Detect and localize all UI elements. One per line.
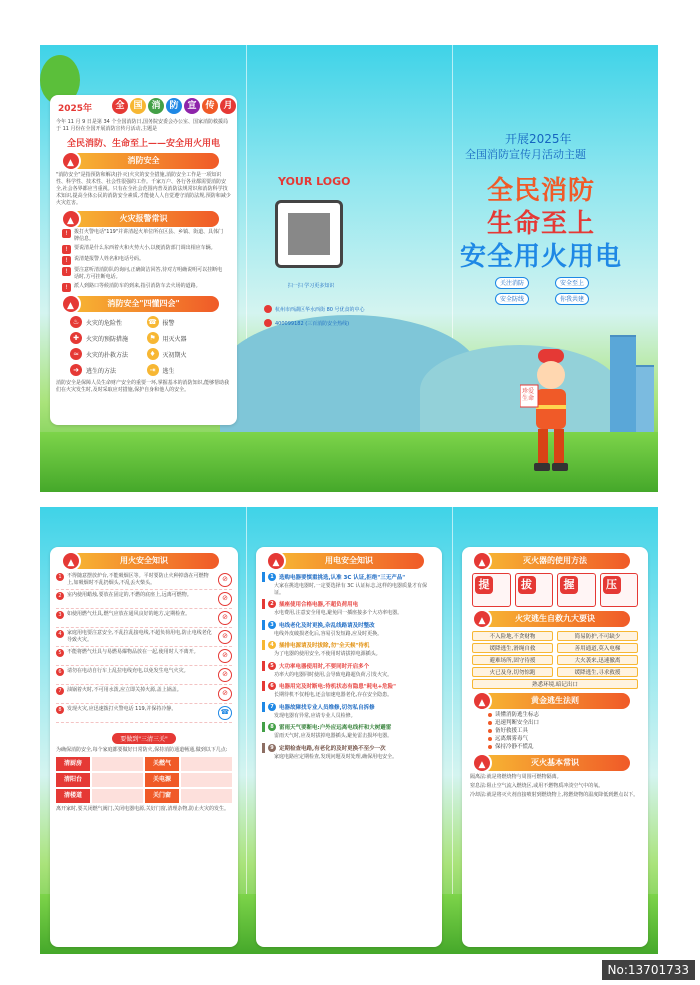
- list-item: ! 要说清是什么东西着火和火势大小,以便消防部门调出相应车辆。: [62, 245, 225, 254]
- list-item: 远离烟雾毒气: [488, 735, 622, 743]
- fire-icon: ♦: [147, 348, 159, 360]
- main-slogan: 全民消防: [487, 176, 596, 206]
- qr-code[interactable]: [275, 200, 343, 268]
- list-item: 3 如使用燃气灶具,燃气应放在通风良好的地方,定期检查。 ⊘: [56, 611, 232, 628]
- header-char: 宣: [184, 98, 200, 114]
- tag-badge: 你我共建: [555, 293, 589, 305]
- list-item: ! 说清楚报警人姓名和电话号码。: [62, 256, 225, 265]
- grid-cell: 关门窗: [145, 789, 179, 803]
- extinguisher-icon: ⚑: [147, 332, 159, 344]
- header-year: 2025年: [58, 104, 93, 114]
- section-title: ▲ 用火安全知识: [69, 553, 219, 569]
- section-title: ▲ 消防安全: [69, 153, 219, 169]
- fire-icon: ▲: [61, 151, 81, 171]
- list-item: 4 家庭用电要注意安全,不乱拉乱接电线,不超负荷用电,防止电线老化导致火灾。 ⊘: [56, 630, 232, 647]
- theme-line-1: 开展2025年: [505, 132, 572, 146]
- four-grid: [70, 316, 217, 376]
- shield-icon: ✚: [70, 332, 82, 344]
- fire-icon: ▲: [61, 551, 81, 571]
- section-title: ▲ 用电安全知识: [274, 553, 424, 569]
- grid-item: ≈ 火灾的扑救方法: [70, 348, 141, 360]
- fire-icon: ▲: [472, 753, 492, 773]
- brochure-back: [40, 507, 658, 954]
- list-item: 7 电器故障找专业人员维修,切勿私自拆修 发现电器有异常,应请专业人员检修。: [262, 702, 436, 720]
- step-cell: 压: [600, 573, 639, 607]
- list-item: 6 电器用完及时断电:待机状态有隐患"耗电+危险" 长期待机不仅耗电,还会加速电器老化,存在安全隐患。: [262, 681, 436, 699]
- qr-caption: 扫一扫 学习更多知识: [287, 283, 335, 289]
- grid-image: [92, 789, 143, 803]
- grid-cell: 清厨房: [56, 757, 90, 771]
- list-item: ! 要注意听清消防队的询问,正确简洁回答,待对方明确说明可以挂断电话时,方可挂断电话。: [62, 267, 225, 281]
- list-item: 2 插座使用合格电器,不超负荷用电 水电费用,注意安全用电,避免同一插座接多个大功率电器。: [262, 599, 436, 617]
- grid-cell: 关燃气: [145, 757, 179, 771]
- sign-text: 珍爱生命: [522, 388, 535, 402]
- sub-title: 要做到"三清三关": [112, 733, 176, 744]
- header-char: 防: [166, 98, 182, 114]
- flame-icon: ♨: [70, 316, 82, 328]
- no-smoking-icon: ⊘: [218, 573, 232, 587]
- intro-text: 今年 11 月 9 日是第 34 个全国消防日,国务院安委会办公室、国家消防救援局于 11 月份在全国开展消防宣传月活动,主题是: [56, 119, 229, 132]
- grid-cell: 清楼道: [56, 789, 90, 803]
- list-item: 1 选购电器要慎重挑选,认准 3C 认证,拒绝"三无产品" 大家在挑选电器时,一定要选择有 3C 认证标志,这样的电器质量才有保证。: [262, 572, 436, 596]
- section-title: ▲ 黄金逃生法则: [480, 693, 630, 709]
- grid-image: [181, 789, 232, 803]
- header-char: 全: [112, 98, 128, 114]
- header-char: 消: [148, 98, 164, 114]
- fire-icon: ▲: [472, 551, 492, 571]
- basic-text: 隔离法:就是将燃烧物与周围可燃物隔离。: [470, 774, 562, 780]
- contact-phone: 400099182 (三百消防安全热线): [264, 319, 349, 327]
- extinguisher-card: [462, 547, 648, 947]
- tag-badge: 关注消防: [495, 277, 529, 289]
- list-item: 备好救援工具: [488, 727, 622, 735]
- no-flame-icon: ⊘: [218, 649, 232, 663]
- basic-text: 冷却法:就是将灭火剂直接喷射到燃烧物上,将燃烧物的温度降低到燃点以下。: [470, 792, 639, 798]
- grid-item: ♨ 火灾的危险性: [70, 316, 141, 328]
- slogan-line: 全民消防、生命至上——安全用火用电: [66, 139, 220, 149]
- step-cell: 提: [472, 573, 511, 607]
- gold-list: [488, 711, 622, 751]
- location-icon: [264, 305, 272, 313]
- grid-cell: 熟悉环境,暗记出口: [472, 679, 638, 689]
- header-char: 国: [130, 98, 146, 114]
- no-ebike-icon: ⊘: [218, 668, 232, 682]
- step-cell: 拔: [515, 573, 554, 607]
- grid-item: ☎ 报警: [148, 318, 175, 327]
- list-item: 8 发现火灾,应迅速拨打火警电话 119,并保持冷静。 ☎: [56, 706, 232, 723]
- grid-cell: 缓降逃生,滑绳自救: [472, 643, 553, 653]
- section-title: ▲ 灭火器的使用方法: [480, 553, 630, 569]
- grid-cell: 火已及身,切勿惊跑: [472, 667, 553, 677]
- fire-icon: ▲: [472, 609, 492, 629]
- grid-image: [92, 773, 143, 787]
- grid-image: [92, 757, 143, 771]
- list-item: 7 油锅着火时,不可用水泼,应立即关掉火源,盖上锅盖。 ⊘: [56, 687, 232, 704]
- fire-safety-card: [50, 547, 238, 947]
- contact-address: 杭州市西湖区华水西街 80 号优食的中心: [264, 305, 365, 313]
- grid-item: ⚑ 用灭火器: [147, 332, 218, 344]
- list-item: ! 拨打火警电话"119"并讲清起火单位所在区县、乡镇、街道、具体门牌信息。: [62, 229, 225, 243]
- main-slogan: 安全用火用电: [460, 242, 623, 272]
- tag-badge: 安全防线: [495, 293, 529, 305]
- no-water-icon: ⊘: [218, 687, 232, 701]
- basic-text: 窒息法:阻止空气流入燃烧区,或用不燃物质冲淡空气中的氧。: [470, 783, 604, 789]
- qr-code-image: [288, 213, 330, 255]
- no-plug-icon: ⊘: [218, 630, 232, 644]
- fold-line: [246, 507, 247, 954]
- grid-image: [181, 773, 232, 787]
- list-item: ! 派人到路口等候消防车的到来,指引消防车去火场的道路。: [62, 283, 225, 292]
- header-char: 传: [202, 98, 218, 114]
- theme-line-2: 全国消防宣传月活动主题: [465, 148, 586, 161]
- section-text: "消防安全"是指预防和解决(扑灭)火灾的安全措施,消防安全工作是一项知识性、科学性、技术性、社会性很强的工作。千家万户、各行各业都需要消防安全,社会各界都应当重视。只有在全社会范围内普及消防法规常识和消防科学技术知识,提高全体公民的消防安全素质,才能使人人自觉遵守消防法规,预防和减少火灾危害。: [56, 172, 231, 206]
- tag-badge: 安全至上: [555, 277, 589, 289]
- grid-cell: 避难场所,固守待援: [472, 655, 553, 665]
- grid-cell: 不入险地,不贪财物: [472, 631, 553, 641]
- grid-cell: 关电源: [145, 773, 179, 787]
- section-text: 为确保消防安全,每个家庭都要做好日常防火,保持消防通道畅通,做到以下几点:: [56, 747, 228, 753]
- step-cell: 握: [557, 573, 596, 607]
- warning-icon: !: [62, 267, 71, 276]
- grid-item: ✚ 火灾的预防措施: [70, 332, 141, 344]
- nine-grid: [472, 631, 638, 689]
- section-text: 离开家时,要关闭燃气阀门,关闭电器电源,关好门窗,清理杂物,防止火灾的发生。: [56, 806, 229, 812]
- grid-cell: 清阳台: [56, 773, 90, 787]
- extinguisher-steps: [472, 573, 638, 607]
- brochure-front: [40, 45, 658, 492]
- grid-cell: 大火袭来,迅速撤离: [557, 655, 638, 665]
- grid-item: ♦ 灭初期火: [147, 348, 218, 360]
- list-item: 9 定期检查电路,有老化的及时更换不至少一次 家庭电路应定期检查,发现问题及时处理,确保用电安全。: [262, 743, 436, 761]
- section-title: ▲ 火灾逃生自救九大要诀: [480, 611, 630, 627]
- list-item: 6 请勿在电动自行车上乱拉电线充电,以免发生电气火灾。 ⊘: [56, 668, 232, 685]
- firefighter-illustration: [520, 345, 580, 475]
- list-item: 5 不能将燃气灶具与易燃易爆物品放在一起,使用时人不离开。 ⊘: [56, 649, 232, 666]
- grid-cell: 善用通道,莫入电梯: [557, 643, 638, 653]
- section-title: ▲ 火灾报警常识: [69, 211, 219, 227]
- water-icon: ≈: [70, 348, 82, 360]
- fire-icon: ▲: [472, 691, 492, 711]
- list-item: 3 电线老化及时更换,杂乱线路请及时整改 电线外皮破损老化后,容易引发短路,应及时更换。: [262, 620, 436, 638]
- list-item: 读懂消防逃生标志: [488, 711, 622, 719]
- fire-icon: ▲: [61, 209, 81, 229]
- warning-icon: !: [62, 245, 71, 254]
- run-icon: ➜: [70, 364, 82, 376]
- watermark-id: No:13701733: [602, 960, 695, 980]
- section-title: ▲ 消防安全"四懂四会": [69, 296, 219, 312]
- grid-item: ⇥ 逃生: [147, 364, 218, 376]
- list-item: 5 大功率电器使用时,不要同时开启多个 功率大的电器同时使用,会导致电路超负荷,引发火灾。: [262, 661, 436, 679]
- warning-icon: !: [62, 256, 71, 265]
- phone-icon: ☎: [148, 318, 157, 326]
- list-item: 8 雷雨天气要断电:户外应远离电线杆和大树避雷 雷雨天气时,应及时拔掉电器插头,避免雷击损坏电器。: [262, 722, 436, 740]
- warning-icon: !: [62, 229, 71, 238]
- grid-item: ➜ 逃生的方法: [70, 364, 141, 376]
- warning-icon: !: [62, 283, 71, 292]
- grid-cell: 缓降逃生,寻求救援: [557, 667, 638, 677]
- list-item: 迅速判断安全出口: [488, 719, 622, 727]
- fold-line: [452, 507, 453, 954]
- header-chars: [112, 98, 236, 114]
- exit-icon: ⇥: [147, 364, 159, 376]
- fire-icon: ▲: [266, 551, 286, 571]
- section-title: ▲ 灭火基本常识: [480, 755, 630, 771]
- phone-icon: ☎: [218, 706, 232, 720]
- electric-safety-card: [256, 547, 442, 947]
- logo-text: YOUR LOGO: [278, 175, 351, 188]
- no-fire-icon: ⊘: [218, 592, 232, 606]
- list-item: 4 插排电源请及时拔除,勿"全天候"待机 为了电器的使用安全,不使用时请拔掉电源插头。: [262, 640, 436, 658]
- main-slogan: 生命至上: [487, 209, 596, 239]
- fire-icon: ▲: [61, 294, 81, 314]
- left-info-card: [50, 95, 237, 425]
- list-item: 2 室内使用蜡烛,要放在固定的,不燃的底座上,远离可燃物。 ⊘: [56, 592, 232, 609]
- list-item: 1 不得随意摆放炉台,不能吸烟区等。平时要防止火种掉落在可燃物上,如吸烟时不乱扔烟头,不乱丢火柴头。 ⊘: [56, 573, 232, 590]
- three-grid: [56, 757, 232, 803]
- grid-image: [181, 757, 232, 771]
- grid-cell: 简易防护,不可缺少: [557, 631, 638, 641]
- header-char: 月: [220, 98, 236, 114]
- section-text: 消防安全是保障人员生命财产安全的重要一环,掌握基本的消防知识,能够帮助我们在火灾发生时,及时采取应对措施,保护自身和他人的安全。: [56, 380, 230, 393]
- list-item: 保持冷静不慌乱: [488, 743, 622, 751]
- no-gas-icon: ⊘: [218, 611, 232, 625]
- phone-icon: [264, 319, 272, 327]
